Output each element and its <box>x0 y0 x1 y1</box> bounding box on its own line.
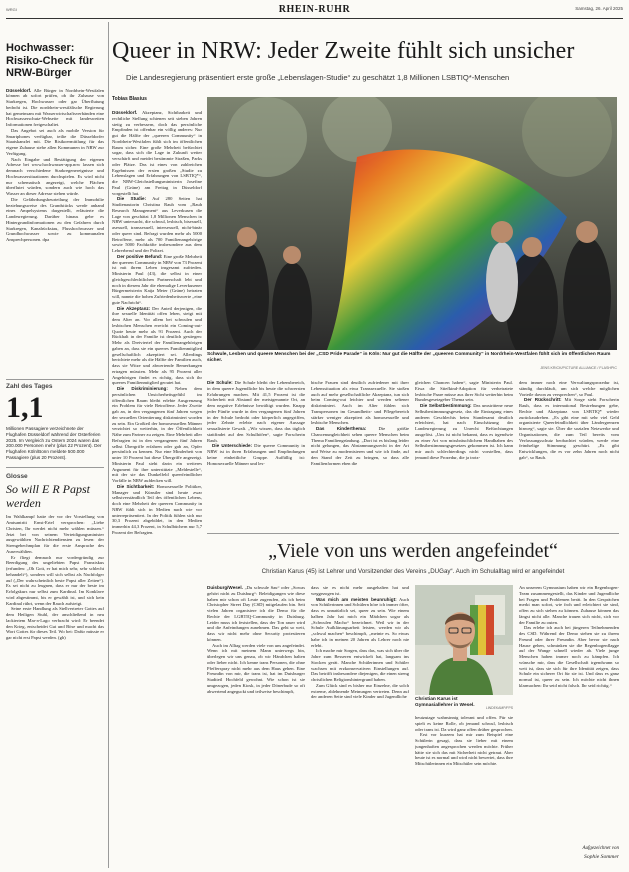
portrait-caption: Christian Karus ist Gymnasiallehrer in Wesel. <box>415 697 475 708</box>
pride-parade-illustration <box>207 97 617 350</box>
portrait-credit: LINDEKAMP/FPS <box>485 706 513 710</box>
author-credit-name: Sophie Sommer <box>584 854 619 860</box>
sidebar-paragraph: Das Angebot sei auch als mobile Version für Smartphones verfügbar, teilte die Düsseldorfer Staatskanzlei mit. Die Risikoermittlung für das eigene Zuhause stehe allen Kommunen in NRW zur Verfügung. <box>6 127 104 156</box>
glosse-paragraph: Seine erste Handlung als Stellvertreter Gottes auf dem Heiligen Stuhl, der anschließend in neu lackiertem Mar-a-Lago verbracht wird: Er beendet den Krieg, entscheidet Gut und Böse und macht das Wort Gottes für dieses Teil. Wo bei: Dafür müsste er gar nicht erst Papst werden. (gh) <box>6 606 104 641</box>
lead-paragraph: dem immer noch eine Verwaltungsprozedur ist, ständig durchläuft, um sich welche möglichen Vorteile davon zu versprechen“, so Paul. <box>519 380 619 397</box>
pride-parade-photo <box>207 97 617 350</box>
sidebar-divider <box>6 379 104 380</box>
glosse-label: Glosse <box>6 473 28 481</box>
lead-paragraph: Das Kinderthema: Die größte Chancenungleichheit sehen queere Menschen beim Thema Familiengründung. „Dort ist es bislang leider nicht gelungen, das Abstammungsrecht in der Art und Weise zu modernisieren und wie ich finde, auf den Stand der Zeit zu bringen, so dass alle Familienformen eben die <box>311 426 409 466</box>
lead-column-1 <box>112 110 202 860</box>
pride-photo-caption: Schwule, Lesben und queere Menschen bei der „CSD Pride Parade“ in Köln: Nur gut die Hälfte der „queeren Community“ in Nordrhein-Westfalen fühlt sich im öffentlichen Raum sicher. <box>207 352 611 363</box>
issue-date: Samstag, 26. April 2025 <box>575 6 623 11</box>
masthead-rule <box>6 18 623 19</box>
number-of-day-label: Zahl des Tages <box>6 383 53 391</box>
lead-paragraph: Der positive Befund: Eine große Mehrheit der queeren Community in NRW von 73 Prozent ist mit ihrem Leben insgesamt zufrieden. Ministerin Paul (43), die selbst in einer gleichgeschlechtlichen Partnerschaft lebt und noch in diesem Jahr die ehemalige Leverkusener Bürgermeisterin Katja Meier (Grüne) heiraten will, nannte die hohen Zufriedenheitswerte „eine gute Nachricht“. <box>112 253 202 305</box>
second-column-4 <box>519 585 619 843</box>
second-paragraph: Was mich am meisten beunruhigt: Auch von Schülerinnen und Schülern höre ich immer öfter, dass es unnatürlich sei, queer zu sein. Wie einem halben Jahr hat mich ein Mädchen sogar als „Schwulen Macho“ bezeichnet. Weil wir in der Schule Aufklärungsarbeit leisten, werden wir als „schwul machen“ beschimpft, „meinte es. So etwas habe ich in meinen 20 Jahren als Lehrer noch nie erlebt. <box>311 596 409 648</box>
lead-paragraph: Die Akzeptanz: Der Anteil derjenigen, die ihre sexuelle Identität offen leben, steigt mit dem Alter an. Vor allem bei schwulen und lesbischen Menschen erreicht ein Coming-out-Quote heute mehr als 91 Prozent. Auch der Rückhalt in der Familie ist deutlich gestiegen: Mehr als Dreiviertel der Familienangehörigen gaben an, dass sie ein queeres Familienmitglied gesellschaftlich akzeptiert sei. Allerdings berichtete mehr als die Hälfte der Familien auch, dass sie Witze und abwertende Bemerkungen ertragen müssten. Mehr als 95 Prozent aller Angehörigen findet es richtig, dass sich ihr queeres Familienmitglied geoutet hat. <box>112 305 202 386</box>
lead-paragraph: Die Diskriminierung: Neben dem persönlichen Unsicherheitsgefühl im öffentlichen Raum bleibt erlebte Ausgrenzung ein Problem für viele Betroffene. Jeder Zweite gab an, in den vergangenen fünf Jahren wegen der sexuellen Orientierung diskriminiert worden zu sein. Ein Großteil der homosexuellen Männer verzichtet so weiterhin, in der Öffentlichkeit Nähe zum Partner zu zeigen. Eine Mehrheit aller Befragten ist in den vergangenen fünf Jahren selbst Übergriffe erfahren oder gab an, Opfer persönlich zu kennen. Nur eine Minderheit von unter 10 Prozent hat diese Übergriffe angezeigt. Ministerin Paul sieht darin ein weiteres Argument für ihre unterstützte „Meldestelle“, mit der sie das Dunkelfeld queerfeindlicher Vorfälle in NRW aufdecken will. <box>112 386 202 483</box>
lead-paragraph: Die Schule: Die Schule bleibt der Lebensbereich, in dem queere Jugendliche bis heute die schwersten Erfahrungen machen. Mit 41,5 Prozent ist die Sicherheit mit Abstand der meistgenannte Ort, an dem negative Erlebnisse bewältigt wurden. Knapp jeder Fünfte wurde in den vergangenen fünf Jahren in der Schule bedroht oder körperlich angegriffen, jeder Zehnte erlebte nach eigener Aussage sexualisierte Gewalt. „Wir wissen, dass das täglich stattfindet auf den Schulhöfen“, sagte Forscherin Rauh. <box>207 380 305 443</box>
sidebar-column-rule <box>108 22 109 868</box>
second-paragraph: Ich mache mir Sorgen, dass das, was sich über die Jahre zum Besseren entwickelt hat, langsam ins Stocken gerät. Manche Schülerinnen und Schüler wachsen mit erzkonservativen Einstellungen auf. Das betrifft insbesondere diejenigen, die einen streng christlichen Religionshintergrund haben. <box>311 648 409 682</box>
second-paragraph: Das erlebe ich auch bei jüngeren Teilnehmenden des CSD. Während der Demo stehen sie zu ihrem Freund oder ihrer Freundin. Aber bevor sie nach Hause gehen, schminken sie die Regenbogenflagge auf der Wange schnell wieder ab. Viele junge Menschen haben immer noch zu kämpfen. Ich wünsche mir, dass die Gesellschaft irgendwann so weit ist, dass sie sich für ihre Identität zeigen, dass Schule ein sicherer Ort für sie ist. Und dass es ganz normal ist, queer zu sein. Ich möchte nicht ihnen klarmachen: Ihr seid nicht falsch. Ihr seid richtig.“ <box>519 625 619 688</box>
sidebar-paragraph: Die Gefährdungsbeurteilung der Immobilie beziehungsweise des Grundstücks werde anhand eines Ampelsystems dargestellt, erläuterte die Landesregierung. Darüber hinaus gebe es Hintergrundinformationen zu den Gefahren durch Starkregen, Kanalrückstau, Flusshochwasser und Grundhochwasser sowie zu kommunalen Ansprechpersonen. dpa <box>6 196 104 242</box>
paper-code: WRGI <box>6 7 17 12</box>
article-divider <box>207 533 619 534</box>
second-headline: „Viele von uns werden angefeindet“ <box>268 540 558 562</box>
second-paragraph: Auch im Alltag werden viele von uns angefeindet. Wenn ich mit meinem Mann unterwegs bin, überlegen wir uns genau, ob wir Händchen halten oder lieber nicht. Ich kenne trans Personen, die ohne Pfefferspray nicht mehr aus dem Haus gehen. Eine Freundin von mir, die trans ist, hat im Duisburger Stadtteil Hochfeld gewohnt. Wie schon ist sie umgezogen, jeden Kiosk, in jeder Dönerbude so oft abwertend angeguckt und teilweise beschimpft, <box>207 642 305 694</box>
lead-paragraph: Die Studie: Auf 280 Seiten hat Studienautorin Christina Rauh vom „Rauh Research Management“ aus Leverkusen die Lage von geschätzt 1,8 Millionen Menschen in NRW untersucht, die schwul, lesbisch, bisexuell, asexuell, transsexuell, intersexuell, nicht-binär oder queer sind. Befragt wurden mehr als 5000 Betroffene, mehr als 700 Familienangehörige sowie 5000 Fachkräfte insbesondere aus dem Lehrerberuf und der Polizei. <box>112 196 202 253</box>
sidebar <box>6 22 104 868</box>
sidebar-paragraph: Nach Eingabe und Bestätigung der eigenen Adresse bei www.hochwasser-app.nrw lassen sich demnach verschiedene Starkregenereignisse und Hochwassersituationen durchspielen. Es wird nicht nur schematisch angezeigt, welche Flächen überflutet würden, sondern auch wie hoch das Wasser an dieser Adresse stehen würde. <box>6 156 104 196</box>
lead-paragraph: Die Selbstbestimmung: Das umstrittene neue Selbstbestimmungsgesetz, das die Eintragung eines anderen Geschlechts beim Standesamt deutlich erleichtert, hat nach Einschätzung der Landesregierung zu Unrecht Befürchtungen ausgelöst. „Uns ist nicht bekannt, dass es irgendwie zu einer Art von missbräuchlichem Handhaben des Selbstbestimmungsgesetzes gekommen ist. Ich kann mir auch schlechterdings nicht vorstellen, dass jemand diese Prozedur, die ja trotz- <box>415 403 513 460</box>
sidebar-divider <box>6 467 104 468</box>
glosse-paragraph: Im Wahlkampf hatte der vor der Vorstellung von Amtsantritt Ernst-Ertel versprochen: „Liebe Christen, Ihr werdet nicht mehr wählen müssen.“ Jetzt bei von seinem Verteidigungsminister ausgewählten Nachrichtendiensten zu lesen: der Strengebechmplan für die erste Ansprache des Auserwählten. <box>6 514 104 554</box>
author-credit-label: Aufgezeichnet von <box>582 846 619 851</box>
lead-paragraph: Die Sichtbarkeit: Homosexuelle Politiker, Manager und Künstler sind heute zwar selbstverständlich Teil des öffentlichen Lebens, doch eine Mehrheit der queeren Community in NRW fühlt sich in Medien nach wie vor unterrepräsentiert. In der Politik fühlen sich nur 30,3 Prozent abgebildet, in den Medien immerhin 44,3 Prozent, in Schulbüchern nur 5,7 Prozent der Befragten. <box>112 483 202 535</box>
second-paragraph: dass sie es nicht mehr ausgehalten hat und weggezogen ist. <box>311 585 409 596</box>
pride-photo-credit: JENS KRICK/PICTURE ALLIANCE / FLASHPIC <box>540 366 617 370</box>
second-paragraph: An unserem Gymnasium haben wir ein Regenbogen-Team zusammengestellt, das Kinder und Jugendliche bei Fragen und Problemen berät. In den Gesprächen merkt man sofort, wie froh und erleichtert sie sind, offen zu sich stehen zu können. Zuhause können das längst nicht alle. Manche trauen sich nicht, sich vor der Familie zu outen. <box>519 585 619 625</box>
lead-paragraph: gleichen Chancen haben“, sagte Ministerin Paul. Etwa die Stiefkind-Adoption für verheiratete lesbische Paare müsse aus ihrer Sicht weiterhin beim Bundesgesetzgeber Thema sein. <box>415 380 513 403</box>
number-of-day: 1,1 <box>6 391 44 425</box>
second-paragraph: Duisburg/Wesel. „Du schwule Sau“ oder „Sowas gehört nicht zu Duisburg“: Beleidigungen wie diese haben mir schon oft Leute zugerufen, als ich beim Christopher Street Day (CSD) mitgelaufen bin. Seit vielen Jahren organisiere ich die Demo für die Rechte der LGBTIQ-Community in Duisburg. Leider muss ich feststellen, dass der Ton rauer wird und die Anfeindungen zunehmen. Das geht so weit, dass wir nicht mehr ohne Security protestieren können. <box>207 585 305 642</box>
lead-paragraph: bische Frauen sind deutlich zufriedener mit ihrer Lebenssituation als etwa Transsexuelle. Sie stoßen auch auf mehr gesellschaftliche Akzeptanz, tun sich beim Coming-out leichter und werden seltener diskriminiert. Auch im Alter fühlen sich Transpersonen im Gesundheits- und Pflegebereich stärker weniger akzeptiert als homosexuelle und lesbische Menschen. <box>311 380 409 426</box>
lead-paragraph: Der Rückschritt: Mit Sorge sieht Forscherin Rauh, dass es international Bestrebungen gebe, Rechte und Akzeptanz von LSBTIQ* wieder zurückzudrehen. „Es gibt eine mit sehr viel Geld organisierte Queerfeindlichkeit über Ländergrenzen hinweg“, sagte sie. Über die sozialen Netzwerke und Organisationen, die zum Teil bereits vom Verfassungsschutz beobachtet würden, werde eine feindselige Stimmung geschürt. „Es gibt Entwicklungen, die es vor zehn Jahren noch nicht gab“, so Rauh. <box>519 397 619 460</box>
second-paragraph: heutzutage wahnsinnig tolerant und offen. Für sie spielt es keine Rolle, ob jemand schwul, lesbisch oder trans ist. Da wird ganz offen drüber gesprochen. <box>415 715 513 732</box>
section-title: RHEIN-RUHR <box>278 4 351 15</box>
second-column-3 <box>415 715 513 867</box>
second-paragraph: Erst vor kurzem hat mir zum Beispiel eine Schülerin gesagt, dass sie lieber mit einem jungenhaften angesprochen werden möchte. Früher hätte sie sich das mit Sicherheit nicht getraut. Aber heute ist es normal und wird nicht bewertet, dass ihre Mitschülerinnen ein Mitschüler sein möchte. <box>415 732 513 766</box>
lead-subhead: Die Landesregierung präsentiert erste große „Lebenslagen-Studie“ zu geschätzt 1,8 Millionen LSBTIQ*-Menschen <box>126 73 510 82</box>
glosse-title: So will E R Papst werden <box>6 482 90 510</box>
sidebar-paragraph: Düsseldorf. Alle Bürger in Nordrhein-Westfalen können ab sofort prüfen, ob ihr Zuhause von Starkregen, Hochwasser oder gar Überflutung bedroht ist. Die nordrhein-westfälische Regierung hat gemeinsam mit Wasserwirtschaftsverbänden eine Hochwasserschutz-Webseite mit landesweiten Informationen freigeschaltet. <box>6 87 104 127</box>
lead-author: Tobias Blasius <box>112 96 147 102</box>
glosse-body <box>6 514 104 769</box>
number-of-day-text: Millionen Passagiere verzeichnete der Flughafen Düsseldorf während der Osterferien 2025. Im Vergleich zu Ostern 2024 waren das 200.000 Personen mehr (plus 22 Prozent). Der Flughafen Köln/Bonn meldete 500.000 Passagiere (plus 20 Prozent). <box>6 426 102 461</box>
second-subhead: Christian Karus (45) ist Lehrer und Vorsitzender des Vereins „DUGay“. Auch im Schulalltag wird er angefeindet <box>261 568 565 575</box>
teacher-portrait-illustration <box>415 585 513 695</box>
second-column-2 <box>311 585 409 867</box>
second-column-1 <box>207 585 305 867</box>
second-paragraph: Zum Glück sind es bisher nur Einzelne, die solch extreme, ablehnende Meinungen vertreten. Denn auf der anderen Seite sind viele Kinder und Jugendliche <box>311 682 409 700</box>
lead-paragraph: Die Unterschiede: Die queere Community in NRW ist in ihren Erfahrungen und Empfindungen keine einheitliche Gruppe. Auffällig ist: Homosexuelle Männer und les- <box>207 443 305 466</box>
sidebar-headline: Hochwasser: Risiko-Check für NRW-Bürger <box>6 42 94 79</box>
sidebar-article <box>6 88 104 375</box>
lead-headline: Queer in NRW: Jeder Zweite fühlt sich unsicher <box>112 38 575 64</box>
portrait-photo <box>415 585 513 695</box>
lead-paragraph: Düsseldorf. Akzeptanz, Sichtbarkeit und rechtliche Stellung schienen seit sieben Jahren stetig zu verbessern, doch das persönliche Empfinden ist offenbar ein völlig anderes: Nur gut die Hälfte der „queeren Community“ in Nordrhein-Westfalen fühlt sich im öffentlichen Raum sicher. Eine große Mehrheit befürchtet sogar, dass sich die Lage in Zukunft weiter verschärft und meidet bestimmte Straßen, Parks oder Plätze. Das ist eines von zahlreichen Ergebnissen der ersten großen „Studie zu Lebenslagen und Erfahrungen von LSBTIQ*“, die NRW-Gleichstellungsministerin Josefine Paul (Grüne) am Freitag in Düsseldorf vorgestellt hat. <box>112 110 202 196</box>
glosse-paragraph: Er fliegt demnach nur vordergründig zur Beerdigung des ungeliebten Papst Franziskus (erfunden: „Oh Gott, er hat mich sehr, sehr schlecht behandelt“), sondern will sich selbst als Nachfolger auf („Der wahrscheinlich beste Papst aller Zeiten“). Es sei nicht zu leugnen, dass er nur der beste im Erfolgskurs nur selbst zum Kardinal. Im Konklave wird abgestimmt, bis er gewählt ist, und sich kein Kardinal rührt, wenn der Rauch aufsteigt. <box>6 554 104 606</box>
